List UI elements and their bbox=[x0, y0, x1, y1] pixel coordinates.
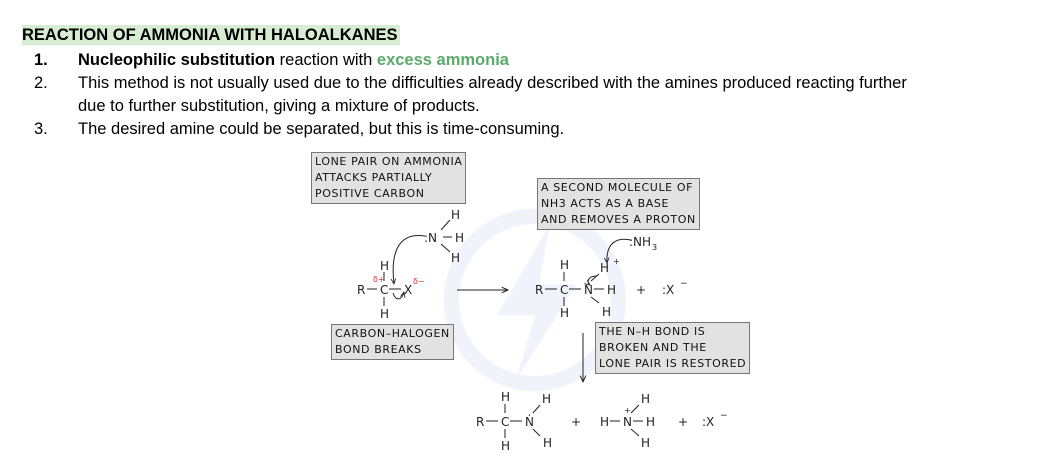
halide-ion: :X bbox=[662, 283, 675, 297]
atom-label: :N bbox=[424, 231, 438, 245]
atom-label: R bbox=[535, 283, 544, 297]
atom-label: H bbox=[501, 390, 511, 404]
atom-label: X bbox=[404, 283, 413, 297]
annotation-nh-bond: THE N–H BOND IS BROKEN AND THE LONE PAIR IS RESTORED bbox=[595, 322, 750, 374]
list-text: The desired amine could be separated, but this is time-consuming. bbox=[78, 120, 565, 138]
partial-charge-positive: δ+ bbox=[373, 275, 385, 284]
ammonia-molecule bbox=[424, 208, 464, 265]
plus-sign: + bbox=[678, 415, 689, 429]
atom-label: H bbox=[501, 439, 511, 453]
atom-label: H bbox=[607, 283, 617, 297]
atom-label: C bbox=[380, 283, 389, 297]
list-number: 3. bbox=[34, 120, 48, 138]
annotation-lone-pair: LONE PAIR ON AMMONIA ATTACKS PARTIALLY POSITIVE CARBON bbox=[311, 152, 466, 204]
list-text-line: due to further substitution, giving a mixture of products. bbox=[78, 97, 480, 115]
atom-label: H bbox=[600, 415, 610, 429]
intermediate-molecule bbox=[535, 257, 688, 320]
halide-ion: :X bbox=[702, 415, 715, 429]
atom-label: H bbox=[380, 307, 390, 321]
plus-sign: + bbox=[636, 283, 647, 297]
ammonium-ion bbox=[600, 392, 655, 450]
highlight-term: excess ammonia bbox=[376, 51, 509, 69]
list-number: 2. bbox=[34, 74, 48, 92]
atom-label: H bbox=[451, 251, 461, 265]
annotation-bond-breaks: CARBON–HALOGEN BOND BREAKS bbox=[331, 324, 454, 360]
atom-label: N bbox=[623, 415, 632, 429]
haloalkane-molecule bbox=[357, 259, 425, 321]
charge-label: + bbox=[624, 406, 631, 415]
atom-label: H bbox=[560, 258, 570, 272]
charge-label: − bbox=[680, 279, 688, 289]
annotation-second-molecule: A SECOND MOLECULE OF NH3 ACTS AS A BASE AND REMOVES A PROTON bbox=[537, 178, 700, 230]
charge-label: + bbox=[613, 257, 620, 266]
curly-arrow bbox=[393, 292, 404, 299]
atom-label: H bbox=[543, 436, 553, 450]
atom-label: C bbox=[560, 283, 569, 297]
atom-label: :NH bbox=[629, 235, 652, 249]
atom-label: Ṅ bbox=[525, 415, 534, 429]
atom-label: H bbox=[646, 415, 656, 429]
list-text-line: This method is not usually used due to the difficulties already described with the amines produced reacting further bbox=[78, 74, 907, 92]
atom-label: H bbox=[602, 305, 612, 319]
atom-label: H bbox=[451, 208, 461, 222]
partial-charge-negative: δ− bbox=[413, 277, 425, 286]
atom-label: H bbox=[560, 306, 570, 320]
atom-label: C bbox=[501, 415, 510, 429]
atom-label: H bbox=[380, 259, 390, 273]
atom-label: H bbox=[641, 436, 651, 450]
atom-label: R bbox=[476, 415, 485, 429]
atom-label: H bbox=[542, 392, 552, 406]
atom-label: H bbox=[641, 392, 651, 406]
second-ammonia bbox=[629, 235, 657, 252]
atom-label: R bbox=[357, 283, 366, 297]
atom-label: H bbox=[455, 231, 465, 245]
atom-label: H bbox=[600, 261, 610, 275]
subscript: 3 bbox=[652, 243, 658, 252]
plain-text: reaction with bbox=[275, 51, 377, 69]
atom-label: N bbox=[584, 283, 593, 297]
page-title: REACTION OF AMMONIA WITH HALOALKANES bbox=[22, 26, 398, 44]
list-number: 1. bbox=[34, 51, 48, 69]
bold-term: Nucleophilic substitution bbox=[78, 51, 276, 69]
plus-sign: + bbox=[571, 415, 582, 429]
charge-label: − bbox=[720, 411, 728, 421]
amine-product bbox=[476, 390, 552, 453]
